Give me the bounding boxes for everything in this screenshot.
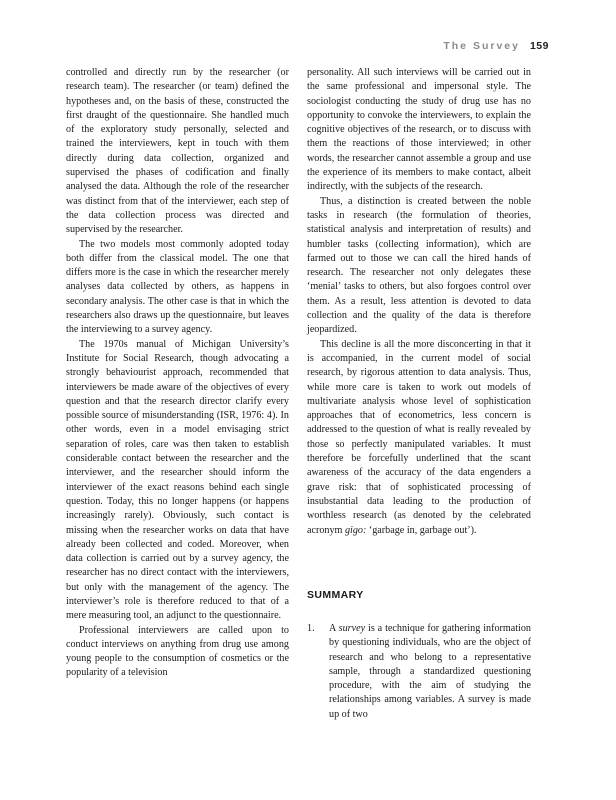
paragraph: personality. All such interviews will be carried out in the same professional and impersonal style. The sociologist conducting the study of drug use has no opportunity to convoke the interviewers, to explain the cognitive objectives of the research, or to discuss with them the reactions of those interviewed; in other words, the researcher cannot assemble a group and use the experience of its members to make contact, albeit indirectly, with the subjects of the research. (307, 67, 531, 193)
section-heading-summary: SUMMARY (307, 589, 364, 601)
left-column (66, 66, 289, 681)
list-item-text: A survey is a technique for gathering information by questioning individuals, who are the object of research and who belong to a representative sample, through a standardized questioning procedure, with the aim of studying the relationships among variables. A survey is made up of two (329, 623, 531, 720)
paragraph: Professional interviewers are called upon to conduct interviews on anything from drug use among young people to the consumption of cosmetics or the popularity of a television (66, 624, 289, 679)
running-header (300, 40, 549, 52)
term-survey: survey (338, 623, 366, 634)
paragraph: controlled and directly run by the researcher (or research team). The researcher (or team) defined the hypotheses and, on the basis of these, constructed the first draught of the questionnaire. She handled much of the exploratory study personally, selected and trained the interviewers, kept in touch with them directly during data collection, organized and supervised the phases of codification and finally analysed the data. Although the role of the researcher was distinct from that of the interviewer, each step of the data collection process was directed and supervised by the researcher. (66, 67, 289, 236)
acronym-gigo: gigo: (344, 524, 367, 536)
right-column (307, 66, 531, 538)
paragraph: The two models most commonly adopted today both differ from the classical model. The one that differs more is the case in which the researcher merely analyses data collected by others, as happens in secondary analysis. The other case is that in which the researchers also draws up the questionnaire, but leaves the interviewing to a survey agency. (66, 238, 289, 336)
running-title: The Survey (443, 40, 520, 52)
paragraph: The 1970s manual of Michigan University’s Institute for Social Research, though advocating a strongly behaviourist approach, recommended that interviewers be made aware of the objectives of every question and that the research director clarify every possible source of misunderstanding (ISR, 1976: 4). In other words, even in a model envisaging strict separation of roles, care was then taken to establish considerable contact between the researcher and the interviewer, and the researcher should inform the interviewer of the exact reasons behind each single question. Today, this no longer happens (or happens increasingly rarely). Obviously, such contact is missing when the researcher works on data that have already been collected and coded. Moreover, when data collection is carried out by a survey agency, the researcher has no direct contact with the interviewers, but only with the management of the agency. The interviewer’s role is therefore reduced to that of a mere measuring tool, an adjunct to the questionnaire. (66, 338, 289, 622)
list-number: 1. (307, 623, 315, 634)
page-number: 159 (529, 40, 549, 52)
paragraph: This decline is all the more disconcerting in that it is accompanied, in the current model of social research, by rigorous attention to data analysis. Thus, while more care is taken to work out models of multivariate analysis whose level of sophistication approaches that of econometrics, less concern is addressed to the question of what is really revealed by those so perfectly manipulated variables. It must therefore be forcefully underlined that the scant awareness of the accuracy of the data engenders a grave risk: that of sophisticated processing of insubstantial data leading to the production of worthless research (as denoted by the celebrated acronym gigo: ‘garbage in, garbage out’). (307, 338, 531, 536)
summary-list-item (307, 622, 531, 722)
paragraph: Thus, a distinction is created between the noble tasks in research (the formulation of theories, statistical analysis and interpretation of results) and humbler tasks (collecting information), which are farmed out to those we can call the hired hands of research. The researcher not only delegates these ‘menial’ tasks to others, but also forgoes control over them. As a result, less attention is devoted to data collection and the quality of the data is therefore jeopardized. (307, 195, 531, 336)
